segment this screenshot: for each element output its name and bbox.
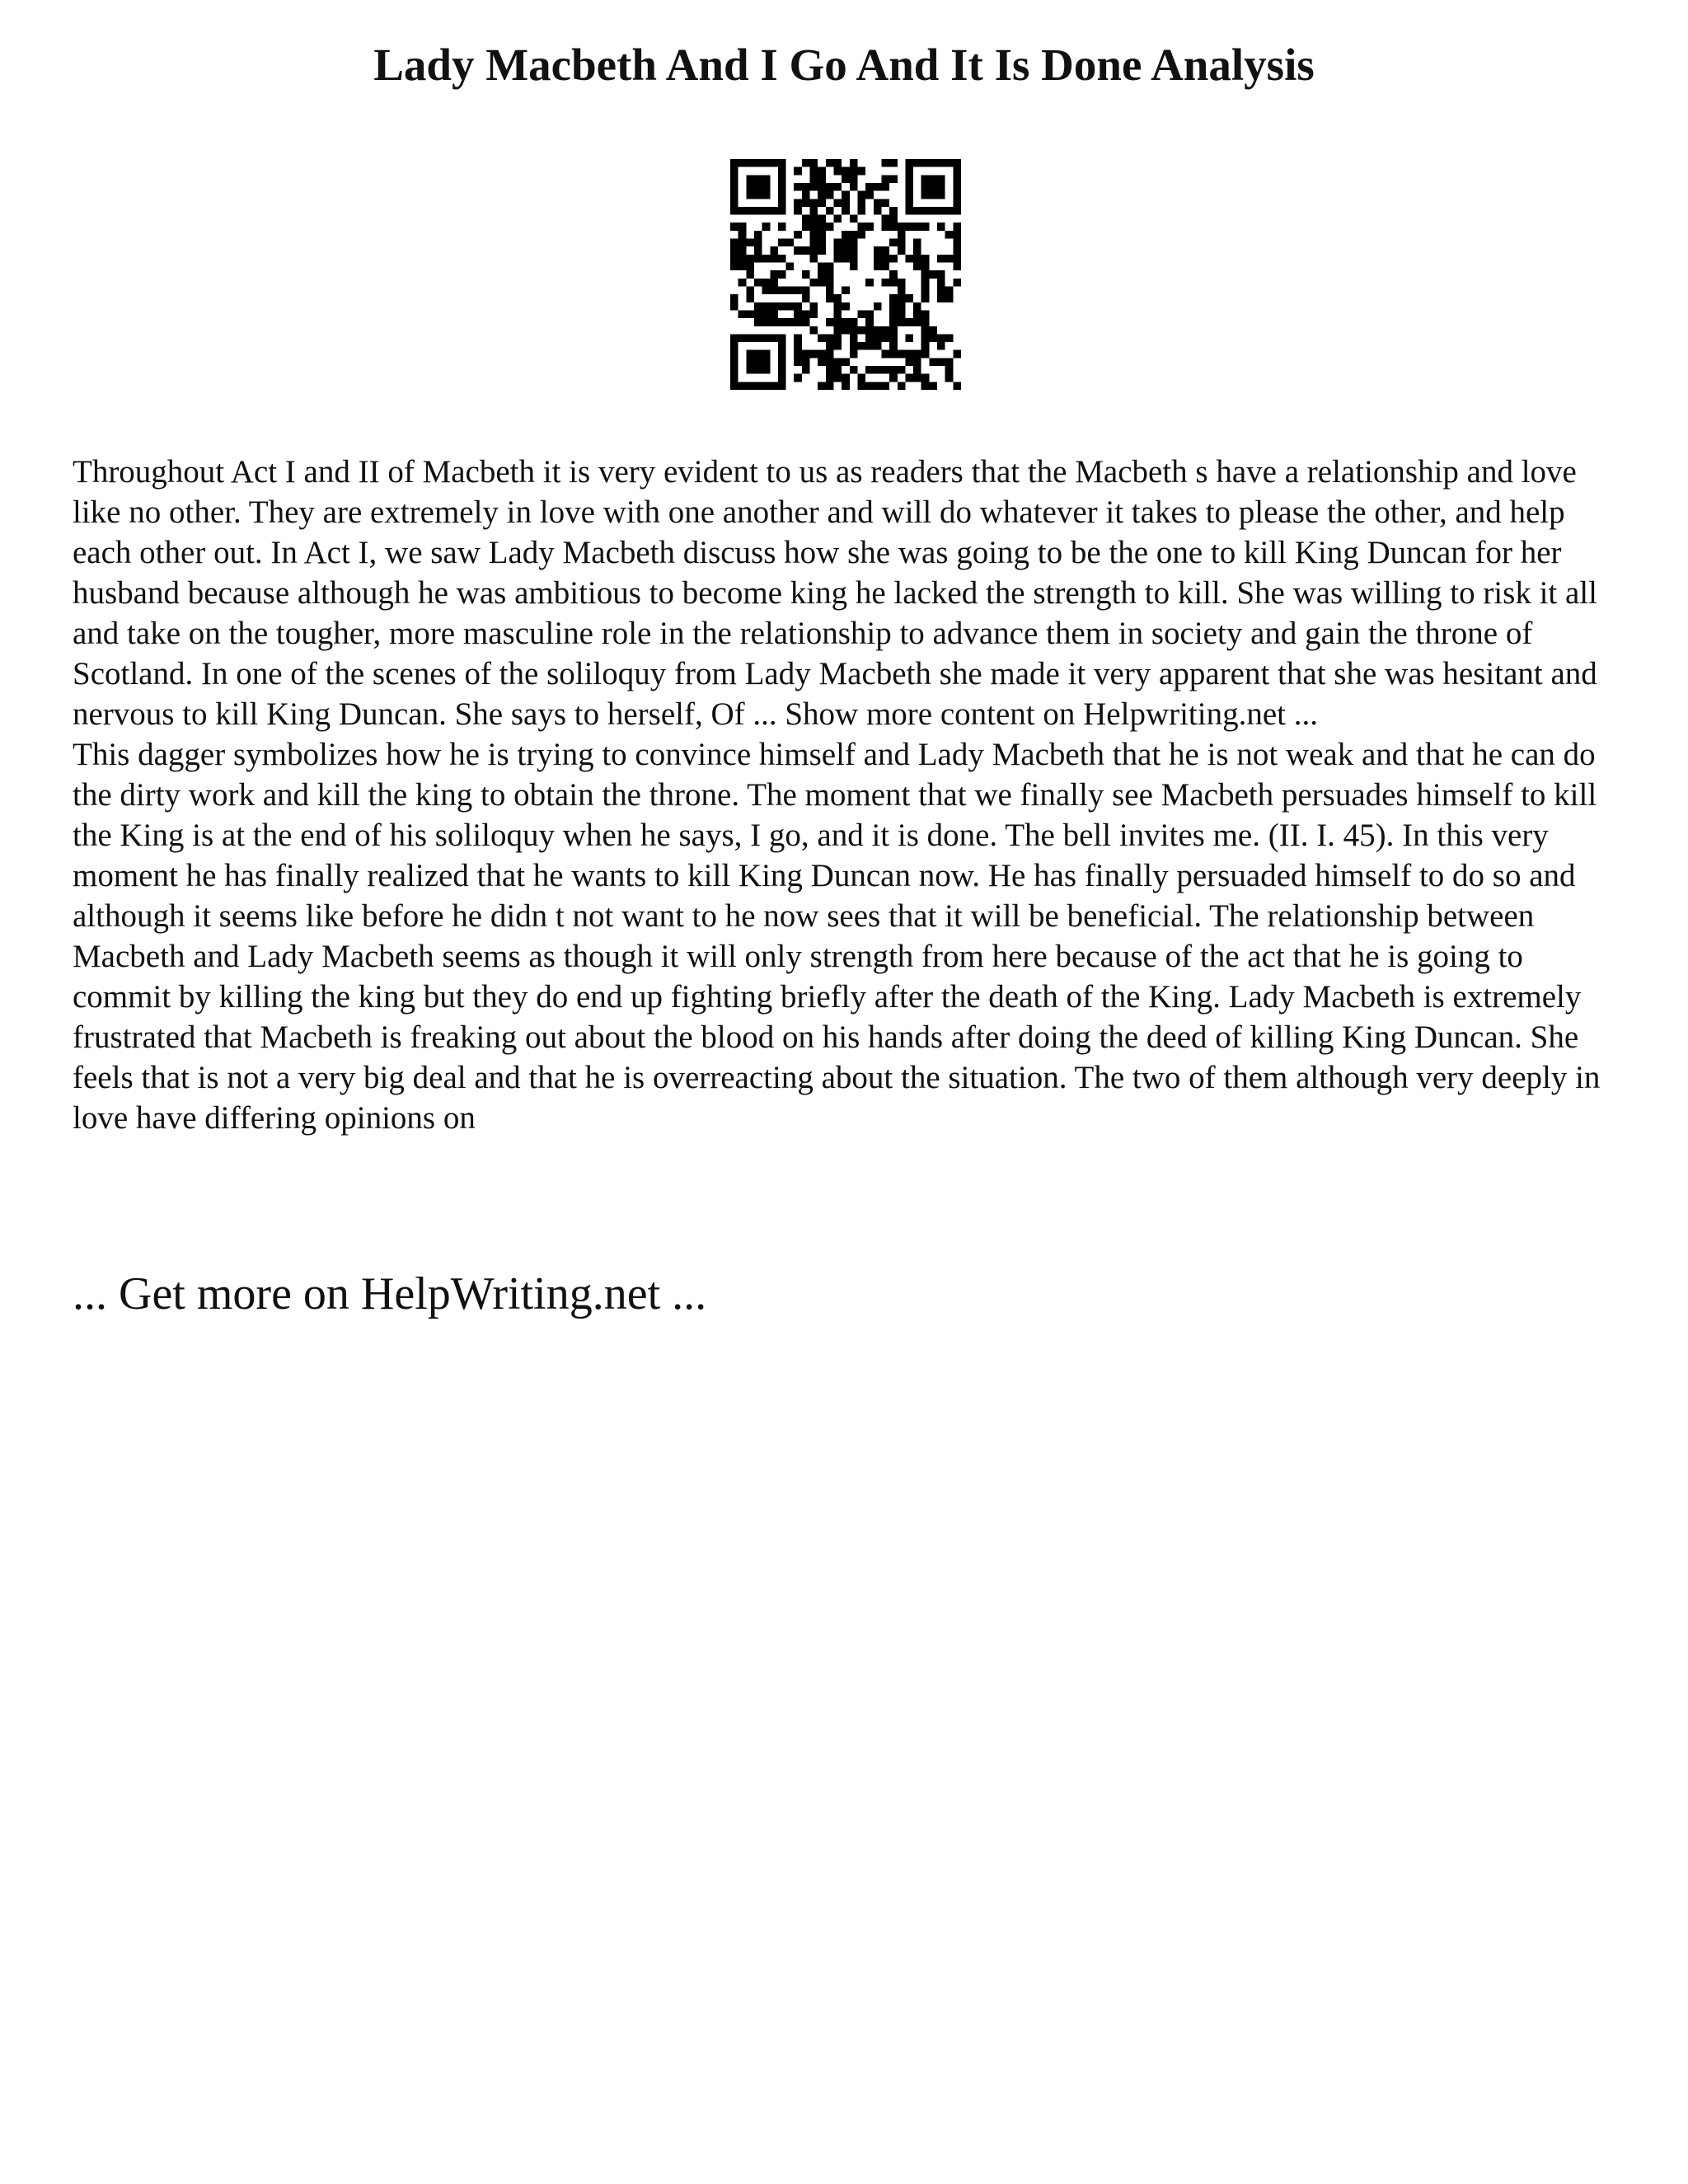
page-title: Lady Macbeth And I Go And It Is Done Analysis xyxy=(373,40,1315,90)
paragraph-2: This dagger symbolizes how he is trying to convince himself and Lady Macbeth that he is not weak and that he can do the dirty work and kill the king to obtain the throne. The moment that we finally see Macbeth persuades himself to kill the King is at the end of his soliloquy when he says, I go, and it is done. The bell invites me. (II. I. 45). In this very moment he has finally realized that he wants to kill King Duncan now. He has finally persuaded himself to do so and although it seems like before he didn t not want to he now sees that it will be beneficial. The relationship between Macbeth and Lady Macbeth seems as though it will only strength from here because of the act that he is going to commit by killing the king but they do end up fighting briefly after the death of the King. Lady Macbeth is extremely frustrated that Macbeth is freaking out about the blood on his hands after doing the deed of killing King Duncan. She feels that is not a very big deal and that he is overreacting about the situation. The two of them although very deeply in love have differing opinions on xyxy=(73,737,1601,1136)
qr-code-graphic xyxy=(730,159,961,390)
article-body xyxy=(73,452,1622,1138)
get-more-link[interactable]: ... Get more on HelpWriting.net ... xyxy=(73,1268,707,1319)
paragraph-1: Throughout Act I and II of Macbeth it is very evident to us as readers that the Macbeth s have a relationship and love like no other. They are extremely in love with one another and will do whatever it takes to please the other, and help each other out. In Act I, we saw Lady Macbeth discuss how she was going to be the one to kill King Duncan for her husband because although he was ambitious to become king he lacked the strength to kill. She was willing to risk it all and take on the tougher, more masculine role in the relationship to advance them in society and gain the throne of Scotland. In one of the scenes of the soliloquy from Lady Macbeth she made it very apparent that she was hesitant and nervous to kill King Duncan. She says to herself, Of ... Show more content on Helpwriting.net ... xyxy=(73,454,1597,732)
qr-code-icon[interactable] xyxy=(730,159,961,390)
